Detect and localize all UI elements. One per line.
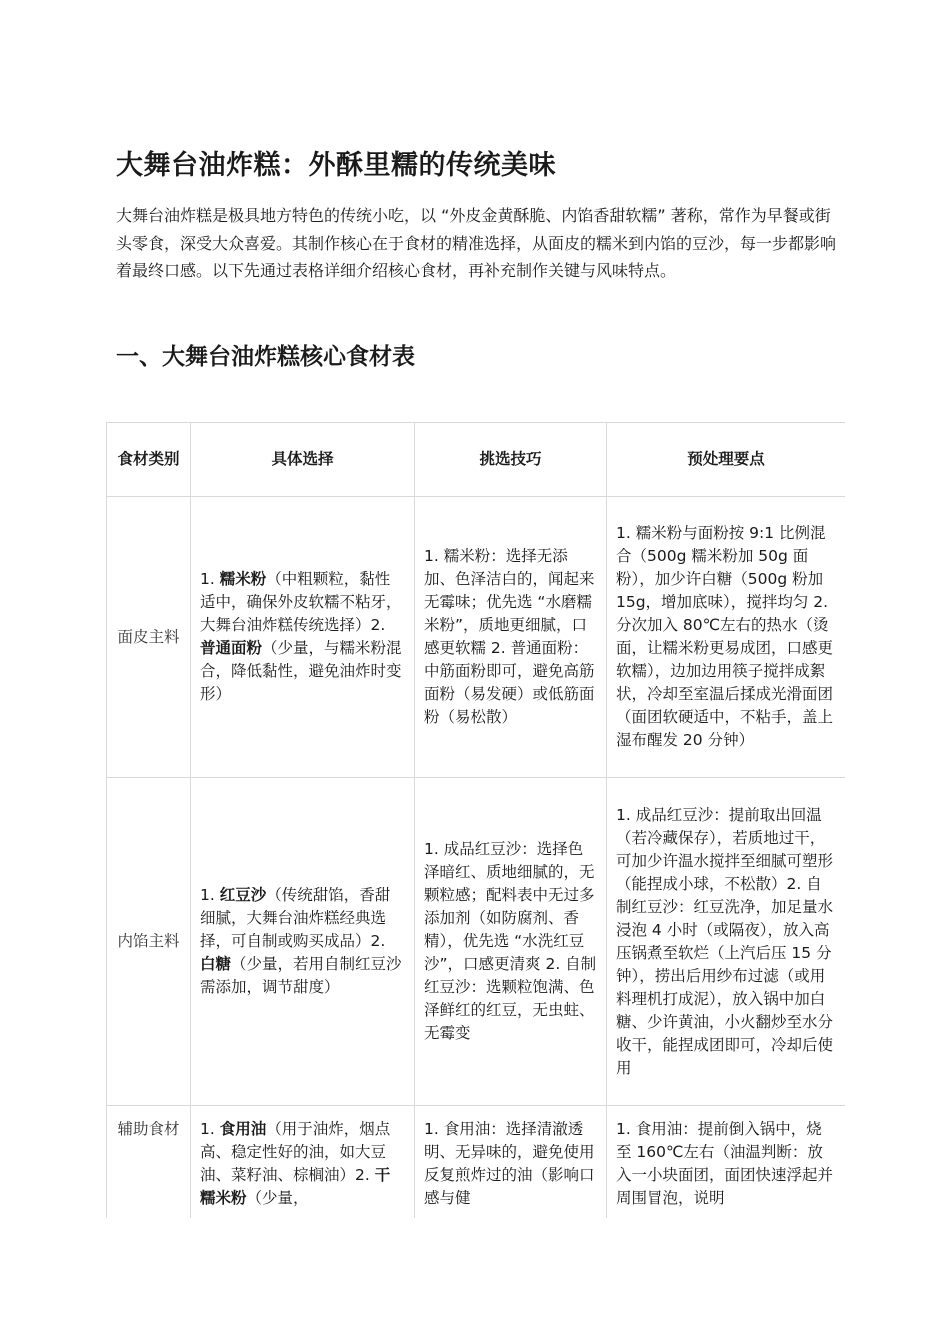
choice-bold: 干糯米粉: [200, 1166, 391, 1207]
choice-text: 1.: [200, 570, 220, 588]
choice-text: 1.: [200, 886, 220, 904]
intro-paragraph: 大舞台油炸糕是极具地方特色的传统小吃，以 “外皮金黄酥脆、内馅香甜软糯” 著称，常作为早餐或街头零食，深受大众喜爱。其制作核心在于食材的精准选择，从面皮的糯米到内馅的豆沙，每一步都影响着最终口感。以下先通过表格详细介绍核心食材，再补充制作关键与风味特点。: [116, 206, 837, 280]
page-title: 大舞台油炸糕：外酥里糯的传统美味: [116, 150, 556, 181]
header-prep: 预处理要点: [607, 423, 846, 497]
section-heading: 一、大舞台油炸糕核心食材表: [116, 344, 415, 370]
table-row: [107, 778, 846, 1106]
choice-text: （中粗颗粒，黏性适中，确保外皮软糯不粘牙，大舞台油炸糕传统选择）2.: [200, 570, 402, 634]
choice-bold: 普通面粉: [200, 639, 263, 657]
row-prep: 1. 糯米粉与面粉按 9:1 比例混合（500g 糯米粉加 50g 面粉），加少许白糖（500g 粉加 15g，增加底味），搅拌均匀 2. 分次加入 80℃左右的热水（烫面，让糯米粉更易成团，口感更软糯），边加边用筷子搅拌成絮状，冷却至室温后揉成光滑面团（面团软硬适中，不粘手，盖上湿布醒发 20 分钟）: [607, 497, 846, 778]
row-category: 内馅主料: [107, 778, 191, 1106]
choice-text: （少量，与糯米粉混合，降低黏性，避免油炸时变形）: [200, 639, 402, 703]
table-row: [107, 497, 846, 778]
choice-bold: 白糖: [200, 955, 232, 973]
row-choice: [191, 497, 415, 778]
row-prep: 1. 食用油：提前倒入锅中，烧至 160℃左右（油温判断：放入一小块面团，面团快速浮起并周围冒泡，说明: [607, 1106, 846, 1219]
choice-text: （少量，若用自制红豆沙需添加，调节甜度）: [200, 955, 402, 996]
choice-bold: 食用油: [219, 1120, 267, 1138]
header-choice: 具体选择: [191, 423, 415, 497]
choice-text: （用于油炸，烟点高、稳定性好的油，如大豆油、菜籽油、棕榈油）2.: [200, 1120, 391, 1184]
ingredients-table-container: [106, 422, 845, 1218]
ingredients-table: [106, 422, 845, 1218]
table-row: [107, 1106, 846, 1219]
row-choice: [191, 1106, 415, 1219]
choice-text: （少量，: [246, 1189, 309, 1207]
row-tips: 1. 糯米粉：选择无添加、色泽洁白的，闻起来无霉味；优先选 “水磨糯米粉”，质地更细腻，口感更软糯 2. 普通面粉：中筋面粉即可，避免高筋面粉（易发硬）或低筋面粉（易松散）: [415, 497, 607, 778]
choice-text: （传统甜馅，香甜细腻，大舞台油炸糕经典选择，可自制或购买成品）2.: [200, 886, 391, 950]
choice-bold: 红豆沙: [219, 886, 267, 904]
choice-bold: 糯米粉: [219, 570, 267, 588]
row-prep: 1. 成品红豆沙：提前取出回温（若冷藏保存），若质地过干，可加少许温水搅拌至细腻可塑形（能捏成小球，不松散）2. 自制红豆沙：红豆洗净，加足量水浸泡 4 小时（或隔夜），放入高压锅煮至软烂（上汽后压 15 分钟），捞出后用纱布过滤（或用料理机打成泥），放入锅中加白糖、少许黄油，小火翻炒至水分收干，能捏成团即可，冷却后使用: [607, 778, 846, 1106]
row-category: 辅助食材: [107, 1106, 191, 1219]
header-category: 食材类别: [107, 423, 191, 497]
row-category: 面皮主料: [107, 497, 191, 778]
table-header-row: [107, 423, 846, 497]
choice-text: 1.: [200, 1120, 220, 1138]
row-choice: [191, 778, 415, 1106]
header-tips: 挑选技巧: [415, 423, 607, 497]
row-tips: 1. 成品红豆沙：选择色泽暗红、质地细腻的，无颗粒感；配料表中无过多添加剂（如防腐剂、香精），优先选 “水洗红豆沙”，口感更清爽 2. 自制红豆沙：选颗粒饱满、色泽鲜红的红豆，无虫蛀、无霉变: [415, 778, 607, 1106]
row-tips: 1. 食用油：选择清澈透明、无异味的，避免使用反复煎炸过的油（影响口感与健: [415, 1106, 607, 1219]
